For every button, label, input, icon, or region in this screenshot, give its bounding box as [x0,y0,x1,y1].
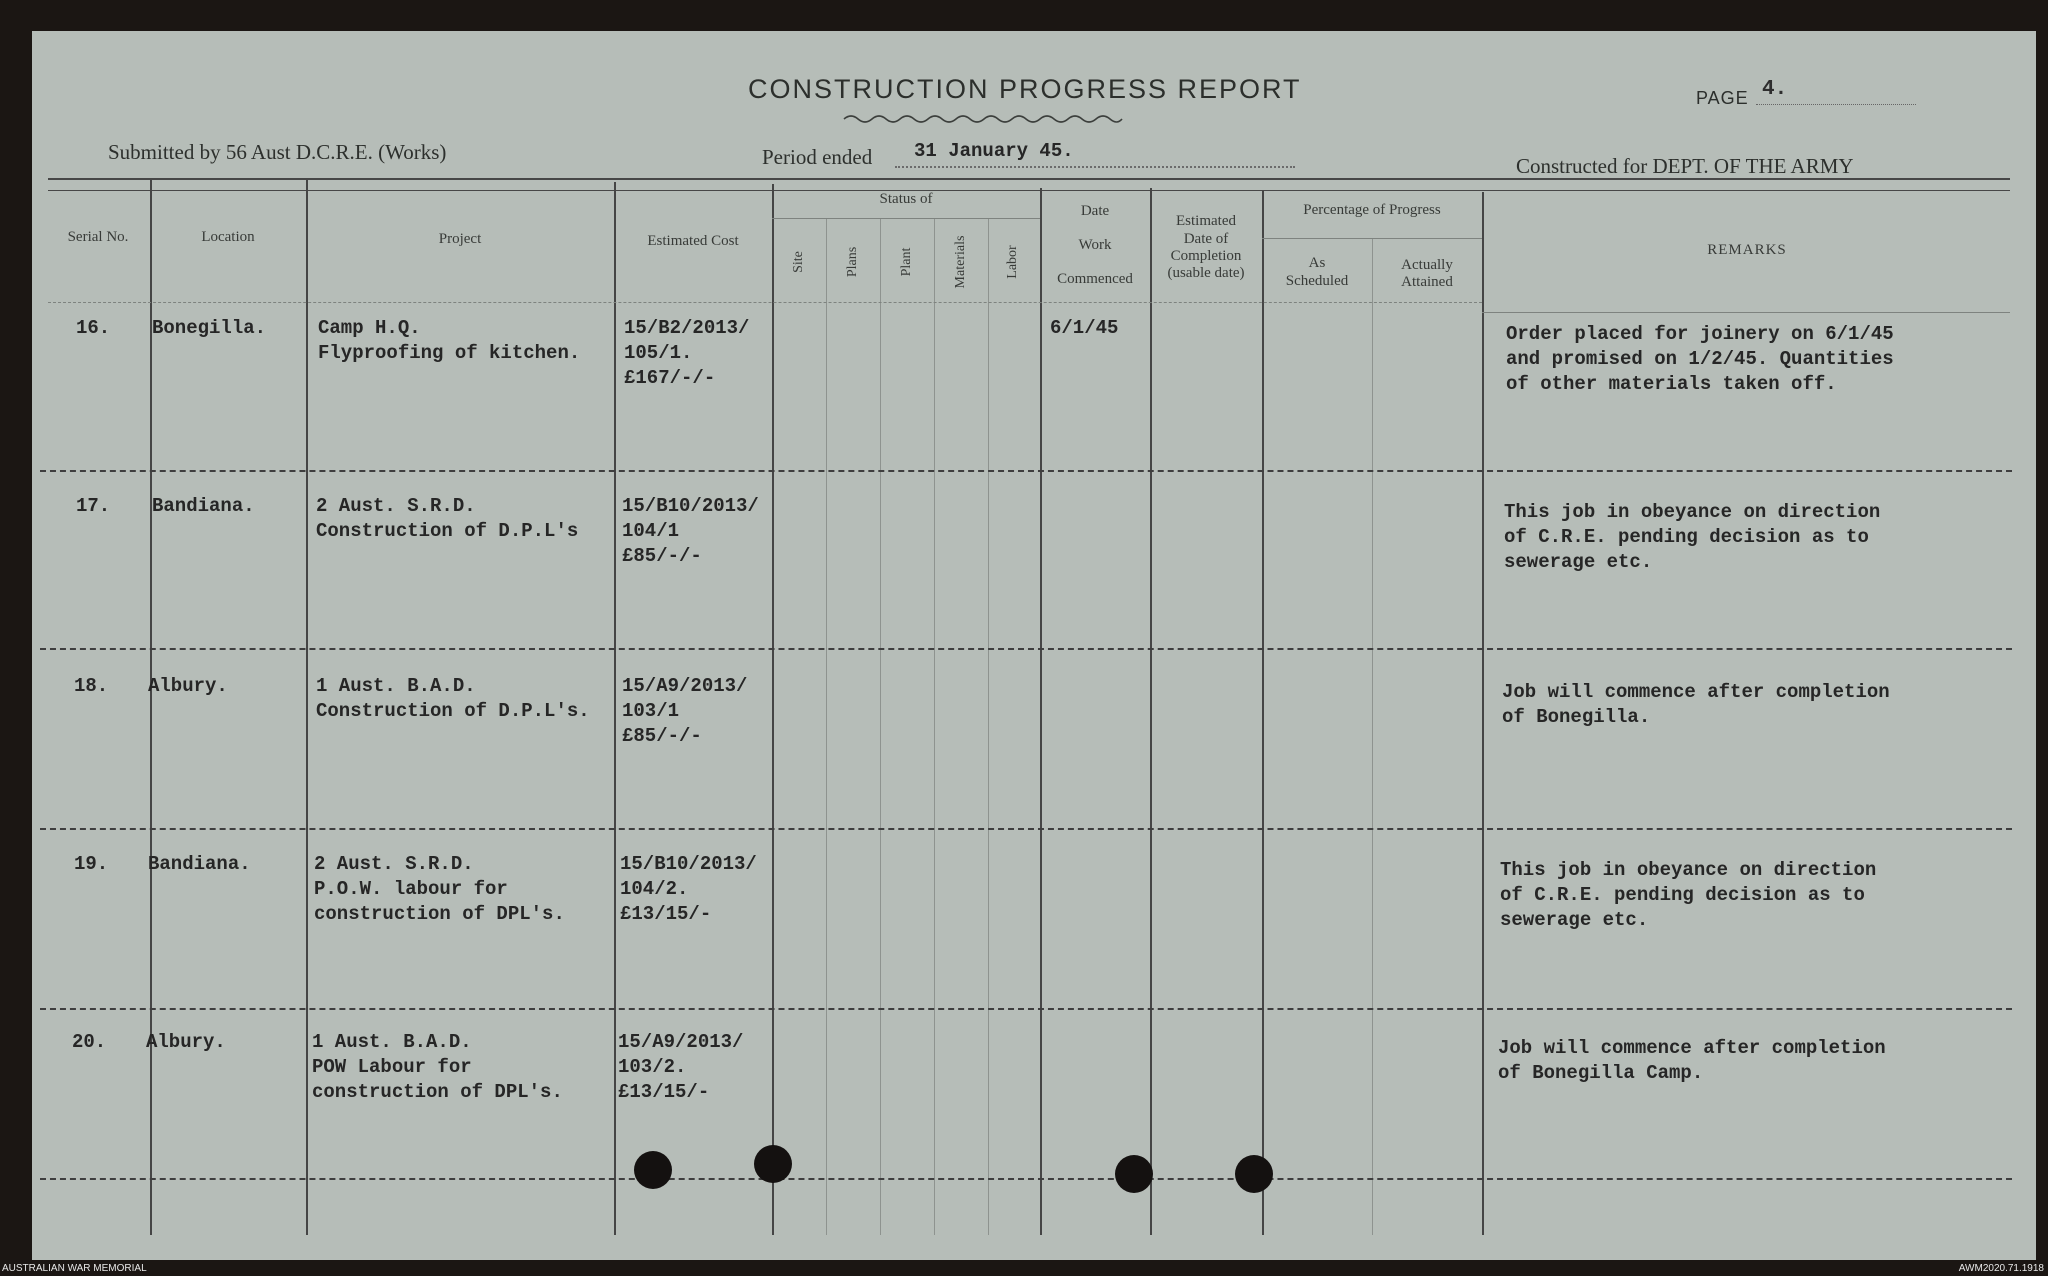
row-project-line: Construction of D.P.L's. [316,700,590,722]
archive-credit: AUSTRALIAN WAR MEMORIAL [2,1263,147,1274]
row-location: Albury. [148,675,228,697]
col-cost: Estimated Cost [647,233,739,249]
row-cost-line: 104/1 [622,520,680,542]
col-est-1: Estimated [1176,213,1236,229]
col-act-1: Actually [1401,257,1453,273]
row-serial: 20. [72,1031,107,1053]
divider-materials [988,218,989,1235]
divider-pct [1372,238,1373,1235]
row-date-commenced: 6/1/45 [1050,317,1119,339]
divider-cost [772,184,774,1235]
col-location: Location [201,229,255,245]
col-pct: Percentage of Progress [1303,202,1441,218]
col-as-1: As [1308,255,1326,271]
col-materials: Materials [953,235,968,289]
row-cost-line: £13/15/- [618,1081,710,1103]
row-divider-4 [40,1008,2012,1010]
report-title: CONSTRUCTION PROGRESS REPORT [748,74,1302,104]
submitted-by: Submitted by 56 Aust D.C.R.E. (Works) [108,140,447,164]
col-date-1: Date [1080,203,1110,219]
row-cost-line: £85/-/- [622,725,702,747]
row-cost-line: 105/1. [624,342,693,364]
punch-hole [754,1145,792,1183]
period-underline [895,166,1295,168]
row-serial: 18. [74,675,109,697]
page-number: 4. [1762,78,1788,101]
col-act-2: Attained [1401,274,1453,290]
row-remarks-line: of C.R.E. pending decision as to [1500,884,1865,906]
row-cost-line: £13/15/- [620,903,712,925]
divider-plant [934,218,935,1235]
row-cost-line: 15/B2/2013/ [624,317,750,339]
row-cost-line: £167/-/- [624,367,716,389]
header-bottom-line [48,302,1482,303]
col-est-3: Completion [1170,248,1242,264]
col-project: Project [438,231,482,247]
divider-date [1150,188,1152,1235]
title-underline-flourish [842,112,1124,126]
row-project-line: 2 Aust. S.R.D. [314,853,474,875]
row-cost-line: 15/A9/2013/ [618,1031,744,1053]
row-serial: 17. [76,495,111,517]
row-cost-line: 104/2. [620,878,689,900]
row-cost-line: 103/1 [622,700,680,722]
punch-hole [634,1151,672,1189]
divider-project [614,182,616,1235]
pct-subheader-line [1262,238,1482,239]
col-remarks: REMARKS [1707,242,1787,258]
row-remarks-line: This job in obeyance on direction [1500,859,1877,881]
row-remarks-line: of other materials taken off. [1506,373,1837,395]
row-cost-line: £85/-/- [622,545,702,567]
row-project-line: P.O.W. labour for [314,878,508,900]
row-remarks-line: of C.R.E. pending decision as to [1504,526,1869,548]
row-project-line: POW Labour for [312,1056,472,1078]
row-divider-5 [40,1178,2012,1180]
period-value: 31 January 45. [914,140,1074,162]
constructed-for: Constructed for DEPT. OF THE ARMY [1516,154,1854,178]
col-status-of: Status of [879,191,933,207]
col-est-4: (usable date) [1167,265,1245,281]
row-project-line: 2 Aust. S.R.D. [316,495,476,517]
row-remarks-line: Job will commence after completion [1502,681,1890,703]
table-top-border [48,178,2010,180]
row-location: Bandiana. [152,495,255,517]
row-location: Albury. [146,1031,226,1053]
divider-status [1040,188,1042,1235]
divider-plans [880,218,881,1235]
row-serial: 16. [76,317,111,339]
row-project-line: 1 Aust. B.A.D. [312,1031,472,1053]
divider-remarks [1482,192,1484,1235]
row-cost-line: 15/B10/2013/ [620,853,757,875]
row-cost-line: 15/A9/2013/ [622,675,748,697]
row-cost-line: 103/2. [618,1056,687,1078]
row-location: Bandiana. [148,853,251,875]
row-remarks-line: Job will commence after completion [1498,1037,1886,1059]
row-remarks-line: of Bonegilla. [1502,706,1651,728]
row-cost-line: 15/B10/2013/ [622,495,759,517]
row-project-line: Flyproofing of kitchen. [318,342,581,364]
divider-est [1262,190,1264,1235]
row-project-line: Camp H.Q. [318,317,421,339]
col-serial: Serial No. [67,229,129,245]
col-plans: Plans [845,246,860,278]
col-site: Site [791,251,806,273]
row-remarks-line: sewerage etc. [1504,551,1653,573]
row-project-line: Construction of D.P.L's [316,520,579,542]
divider-site [826,218,827,1235]
row-project-line: 1 Aust. B.A.D. [316,675,476,697]
row-project-line: construction of DPL's. [314,903,565,925]
archive-reference: AWM2020.71.1918 [1958,1263,2044,1274]
punch-hole [1235,1155,1273,1193]
page-number-line [1756,104,1916,105]
divider-location [306,180,308,1235]
col-as-2: Scheduled [1285,273,1349,289]
row-divider-1 [40,470,2012,472]
row-serial: 19. [74,853,109,875]
col-est-2: Date of [1183,231,1229,247]
row-remarks-line: and promised on 1/2/45. Quantities [1506,348,1894,370]
page-label: PAGE [1696,88,1749,108]
period-label: Period ended [762,145,873,169]
col-date-2: Work [1078,237,1112,253]
row-location: Bonegilla. [152,317,267,339]
row-remarks-line: Order placed for joinery on 6/1/45 [1506,323,1894,345]
row-divider-2 [40,648,2012,650]
punch-hole [1115,1155,1153,1193]
row-remarks-line: of Bonegilla Camp. [1498,1062,1704,1084]
row-remarks-line: This job in obeyance on direction [1504,501,1881,523]
col-date-3: Commenced [1057,271,1133,287]
remarks-header-bottom-line [1482,312,2010,313]
col-labor: Labor [1005,245,1020,279]
col-plant: Plant [899,247,914,277]
row-project-line: construction of DPL's. [312,1081,563,1103]
row-divider-3 [40,828,2012,830]
row-remarks-line: sewerage etc. [1500,909,1649,931]
